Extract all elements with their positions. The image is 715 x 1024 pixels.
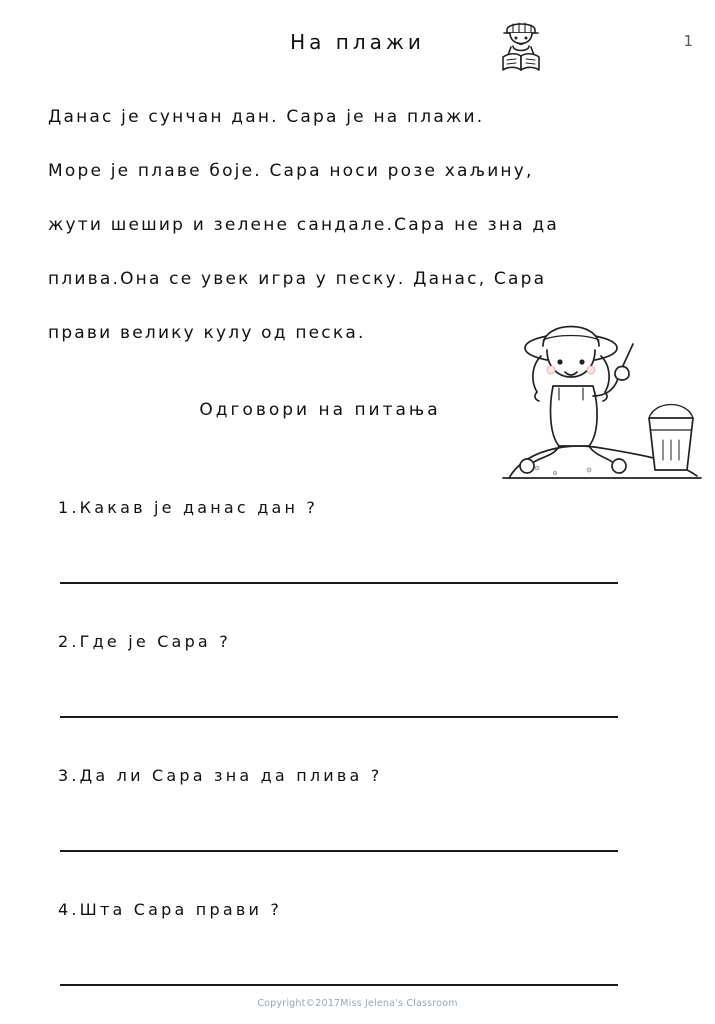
passage-line: Море је плаве боје. Сара носи розе хаљину, bbox=[48, 161, 534, 181]
question-text: 2.Где је Сара ? bbox=[58, 632, 231, 651]
passage-line: плива.Она се увек игра у песку. Данас, Сара bbox=[48, 269, 547, 289]
section-heading: Одговори на питања bbox=[199, 400, 441, 420]
question-text: 1.Какав је данас дан ? bbox=[58, 498, 319, 517]
answer-line[interactable] bbox=[60, 582, 618, 584]
question-block bbox=[0, 486, 715, 620]
page-number: 1 bbox=[683, 32, 693, 50]
worksheet-footer bbox=[0, 991, 715, 1010]
answer-line[interactable] bbox=[60, 716, 618, 718]
passage-line: Данас је сунчан дан. Сара је на плажи. bbox=[48, 107, 485, 127]
answer-line[interactable] bbox=[60, 984, 618, 986]
passage-line: прави велику кулу од песка. bbox=[48, 323, 366, 343]
boy-reading-book-icon bbox=[489, 14, 553, 76]
page-title: На плажи bbox=[290, 30, 425, 54]
questions-list bbox=[0, 486, 715, 1022]
question-text: 4.Шта Сара прави ? bbox=[58, 900, 283, 919]
question-block bbox=[0, 620, 715, 754]
copyright-text: Copyright©2017Miss Jelena's Classroom bbox=[257, 998, 458, 1009]
question-block bbox=[0, 754, 715, 888]
question-text: 3.Да ли Сара зна да плива ? bbox=[58, 766, 383, 785]
girl-playing-in-sand-icon bbox=[497, 300, 705, 490]
worksheet-header bbox=[0, 0, 715, 78]
passage-line: жути шешир и зелене сандале.Сара не зна да bbox=[48, 215, 559, 235]
answer-line[interactable] bbox=[60, 850, 618, 852]
